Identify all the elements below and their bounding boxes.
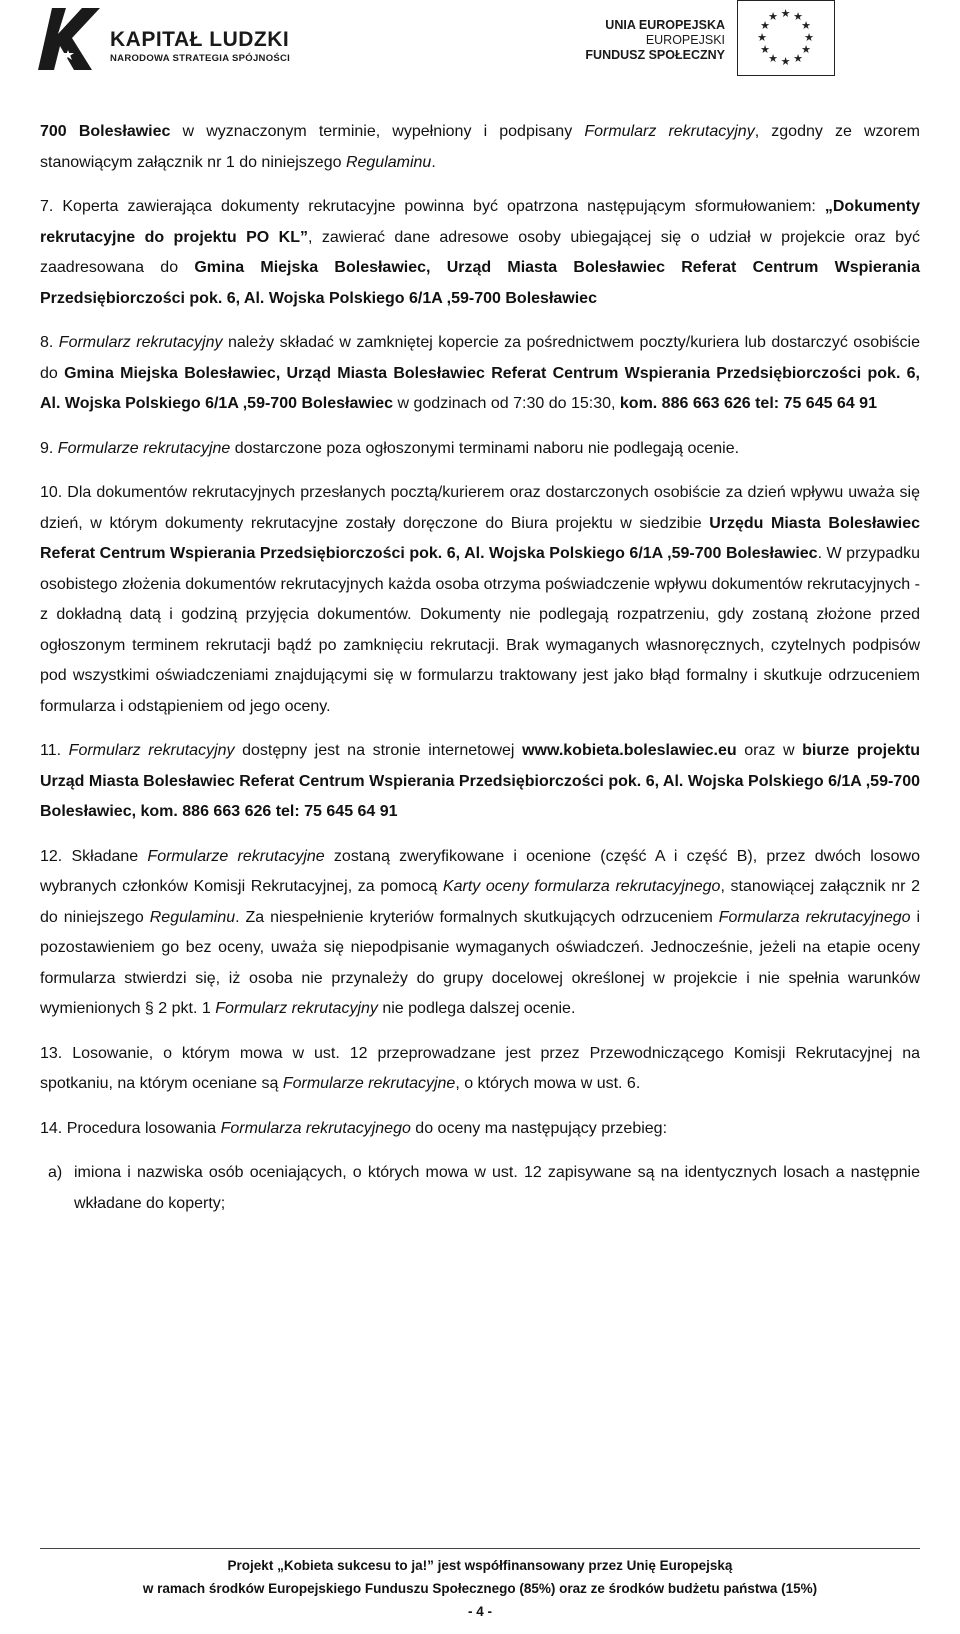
paragraph-12-form-genitive: Formularza rekrutacyjnego (718, 908, 911, 926)
list-item-a-text: imiona i nazwiska osób oceniających, o których mowa w ust. 12 zapisywane są na identycznych losach a następnie wkładane do koperty; (74, 1164, 920, 1212)
paragraph-8 (40, 328, 920, 420)
paragraph-13-number: 13. (40, 1044, 63, 1062)
paragraph-intro-continuation (40, 117, 920, 178)
paragraph-13-forms: Formularze rekrutacyjne (282, 1075, 456, 1092)
svg-text:★: ★ (760, 43, 770, 56)
paragraph-14-form-name: Formularza rekrutacyjnego (220, 1119, 411, 1137)
ue-line2: EUROPEJSKI (645, 33, 725, 47)
page-number: - 4 - (467, 1604, 492, 1619)
paragraph-8-form-name: Formularz rekrutacyjny (58, 334, 223, 351)
paragraph-11-number: 11. (40, 742, 62, 759)
paragraph-9-number: 9. (40, 439, 54, 457)
paragraph-12-text-i: i pozostawieniem go bez oceny, uważa się niepodpisanie wymaganych oświadczeń. Jednocześnie, jeżeli na etapie oceny formularza stwierdzi się, iż osoba nie przynależy do grupy docelowej określonej w projekcie i nie spełnia warunków wymienionych § 2 pkt. 1 (40, 908, 921, 1017)
paragraph-7-address: Gmina Miejska Bolesławiec, Urząd Miasta Bolesławiec Referat Centrum Wspierania Przedsiębiorczości pok. 6, Al. Wojska Polskiego 6/1A ,59-700 Bolesławiec (40, 259, 920, 307)
paragraph-11 (40, 736, 920, 828)
paragraph-10-number: 10. (40, 484, 63, 501)
paragraph-10 (40, 478, 920, 722)
paragraph-12-card-name: Karty oceny formularza rekrutacyjnego (442, 878, 721, 895)
intro-text-1: w wyznaczonym terminie, wypełniony i podpisany (170, 123, 585, 140)
page-footer (40, 1554, 920, 1623)
paragraph-9-form-name: Formularze rekrutacyjne (57, 439, 231, 457)
paragraph-12-forms: Formularze rekrutacyjne (147, 847, 325, 865)
paragraph-11-website: www.kobieta.boleslawiec.eu (522, 742, 737, 759)
paragraph-12-form-name: Formularz rekrutacyjny (215, 1000, 378, 1017)
paragraph-14-number: 14. (40, 1119, 63, 1137)
paragraph-14 (40, 1114, 920, 1145)
list-item-a-label: a) (48, 1164, 63, 1181)
ue-line1: UNIA EUROPEJSKA (605, 18, 725, 32)
paragraph-9-text: dostarczone poza ogłoszonymi terminami naboru nie podlegają ocenie. (230, 439, 740, 457)
paragraph-7-text-1: Koperta zawierająca dokumenty rekrutacyjne powinna być opatrzona następującym sformułowaniem: (53, 198, 825, 215)
svg-text:★: ★ (760, 19, 770, 32)
paragraph-7-number: 7. (40, 198, 54, 215)
paragraph-13 (40, 1039, 920, 1100)
kapital-ludzki-logo (30, 0, 310, 76)
paragraph-11-form-name: Formularz rekrutacyjny (68, 742, 235, 759)
svg-text:★: ★ (768, 52, 778, 65)
paragraph-13-text-1: Losowanie, o którym mowa w ust. 12 przeprowadzane jest przez Przewodniczącego Komisji Rekrutacyjnej na spotkaniu, na którym oceniane są (40, 1044, 920, 1092)
paragraph-12-regulation: Regulaminu (149, 908, 236, 926)
unia-europejska-logo (585, 0, 835, 76)
paragraph-11-text-1: dostępny jest na stronie internetowej (234, 742, 523, 759)
intro-regulation: Regulaminu (345, 153, 432, 171)
footer-line-2: w ramach środków Europejskiego Funduszu Społecznego (85%) oraz ze środków budżetu państwa (15%) (142, 1581, 818, 1596)
paragraph-8-address: Gmina Miejska Bolesławiec, Urząd Miasta Bolesławiec Referat Centrum Wspierania Przedsiębiorczości pok. 6, Al. Wojska Polskiego 6/1A ,59-700 Bolesławiec (40, 364, 920, 412)
paragraph-12-text-e: , stanowiącej załącznik nr 2 do niniejszego (40, 878, 920, 926)
paragraph-13-text-2: , o których mowa w ust. 6. (455, 1075, 641, 1092)
kapital-ludzki-title: KAPITAŁ LUDZKI (110, 28, 290, 51)
paragraph-8-phones: kom. 886 663 626 tel: 75 645 64 91 (619, 395, 877, 412)
paragraph-8-number: 8. (40, 334, 54, 351)
kapital-ludzki-emblem-icon (30, 0, 108, 76)
paragraph-11-office-address: biurze projektu Urząd Miasta Bolesławiec Referat Centrum Wspierania Przedsiębiorczości pok. 6, Al. Wojska Polskiego 6/1A ,59-700 Bolesławiec, kom. 886 663 626 tel: 75 645 64 91 (40, 742, 920, 820)
footer-line-1: Projekt „Kobieta sukcesu to ja!” jest współfinansowany przez Unię Europejską (227, 1558, 733, 1573)
intro-postcode: 700 Bolesławiec (40, 123, 171, 140)
paragraph-11-text-2: oraz w (736, 742, 803, 759)
svg-text:★: ★ (780, 7, 791, 20)
paragraph-8-text-1: należy składać w zamkniętej kopercie za pośrednictwem poczty/kuriera lub dostarczyć osobiście do (40, 334, 920, 382)
kapital-ludzki-subtitle: NARODOWA STRATEGIA SPÓJNOŚCI (110, 53, 291, 64)
svg-text:★: ★ (780, 55, 791, 68)
paragraph-12-text-k: nie podlega dalszej ocenie. (377, 1000, 576, 1017)
unia-europejska-text (585, 18, 725, 63)
intro-text-2: , zgodny ze wzorem stanowiącym załącznik nr 1 do niniejszego (40, 123, 921, 171)
paragraph-7-text-2: , zawierać dane adresowe osoby ubiegającej się o udział w projekcie oraz być zaadresowana do (40, 228, 920, 276)
svg-text:★: ★ (804, 31, 814, 44)
paragraph-12 (40, 842, 920, 1025)
svg-text:★: ★ (801, 43, 811, 56)
paragraph-7-envelope-label: „Dokumenty rekrutacyjne do projektu PO KL” (40, 198, 920, 246)
paragraph-14-text-1: Procedura losowania (62, 1119, 221, 1137)
paragraph-12-text-a: Składane (62, 847, 148, 865)
paragraph-10-address: Urzędu Miasta Bolesławiec Referat Centrum Wspierania Przedsiębiorczości pok. 6, Al. Wojska Polskiego 6/1A ,59-700 Bolesławiec (40, 514, 920, 562)
paragraph-10-text-2: . W przypadku osobistego złożenia dokumentów rekrutacyjnych każda osoba otrzyma poświadczenie wpływu dokumentów rekrutacyjnych - z dokładną datą i godziną przyjęcia dokumentów. Dokumenty nie podlegają rozpatrzeniu, gdy zostaną złożone przed ogłoszonym terminem rekrutacji bądź po zamknięciu rekrutacji. Brak wymaganych własnoręcznych, czytelnych podpisów pod wszystkimi oświadczeniami znajdującymi się w formularzu traktowany jest jako błąd formalny i skutkuje odrzuceniem formularza i odstąpieniem od jego oceny. (40, 545, 920, 715)
paragraph-9 (40, 434, 920, 465)
svg-text:★: ★ (801, 19, 811, 32)
paragraph-10-text-1: Dla dokumentów rekrutacyjnych przesłanych pocztą/kurierem oraz dostarczonych osobiście za dzień wpływu uważa się dzień, w którym dokumenty rekrutacyjne zostały doręczone do Biura projektu w siedzibie (40, 484, 920, 532)
footer-divider (40, 1548, 920, 1549)
list-item-a (40, 1158, 920, 1219)
paragraph-8-hours: w godzinach od 7:30 do 15:30, (393, 395, 620, 412)
paragraph-12-number: 12. (40, 847, 63, 865)
intro-form-name: Formularz rekrutacyjny (584, 123, 755, 140)
svg-text:★: ★ (793, 52, 803, 65)
regulation-body (40, 117, 920, 1233)
svg-text:★: ★ (793, 10, 803, 23)
intro-end: . (431, 153, 436, 171)
paragraph-7 (40, 192, 920, 314)
paragraph-14-text-2: do oceny ma następujący przebieg: (410, 1119, 668, 1137)
svg-text:★: ★ (757, 31, 767, 44)
ue-line3: FUNDUSZ SPOŁECZNY (585, 48, 725, 62)
paragraph-12-text-c: zostaną zweryfikowane i ocenione (część A i część B), przez dwóch losowo wybranych członków Komisji Rekrutacyjnej, za pomocą (40, 847, 921, 895)
eu-flag-icon (737, 0, 835, 76)
svg-text:★: ★ (768, 10, 778, 23)
paragraph-12-text-g: . Za niespełnienie kryteriów formalnych skutkujących odrzuceniem (235, 908, 719, 926)
